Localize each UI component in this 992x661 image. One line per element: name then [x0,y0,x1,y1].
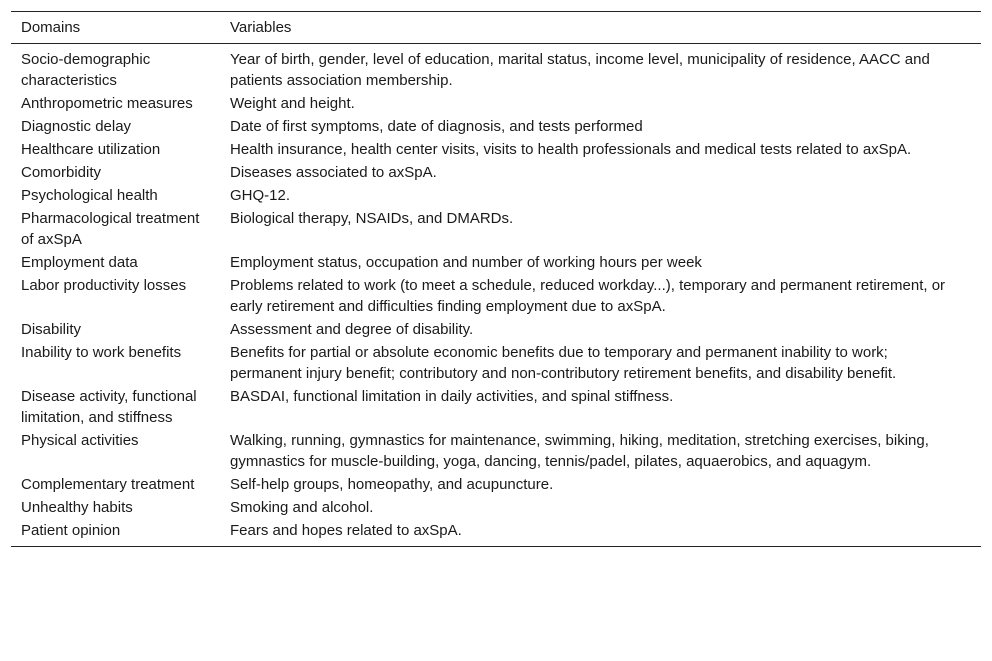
domain-cell: Comorbidity [21,164,102,181]
domain-cell: Anthropometric measures [21,95,193,112]
domain-cell: Complementary treatment [21,476,195,493]
table-row [11,341,981,385]
variables-cell: Fears and hopes related to axSpA. [230,522,462,539]
table-row [11,251,981,274]
table-row [11,318,981,341]
variables-cell: Employment status, occupation and number of working hours per week [230,254,702,271]
variables-cell: Assessment and degree of disability. [230,321,474,338]
table-row [11,184,981,207]
variables-cell: Diseases associated to axSpA. [230,164,437,181]
domain-cell: Disease activity, functional limitation, and stiffness [21,388,197,426]
domain-cell: Pharmacological treatment of axSpA [21,210,200,248]
header-domains: Domains [21,19,81,36]
table-row [11,138,981,161]
variables-cell: GHQ-12. [230,187,291,204]
header-variables: Variables [230,19,292,36]
variables-cell: Year of birth, gender, level of education, marital status, income level, municipality of residence, AACC and patients association membership. [230,51,930,89]
variables-cell: Smoking and alcohol. [230,499,374,516]
table-row [11,207,981,251]
domains-variables-table-container [11,11,981,547]
variables-cell: Self-help groups, homeopathy, and acupuncture. [230,476,554,493]
variables-cell: Problems related to work (to meet a schedule, reduced workday...), temporary and permanent retirement, or early retirement and difficulties finding employment due to axSpA. [230,277,946,315]
variables-cell: Walking, running, gymnastics for maintenance, swimming, hiking, meditation, stretching exercises, biking, gymnastics for muscle-building, yoga, dancing, tennis/padel, pilates, aquaerobics, and aquagym. [230,432,929,470]
table-row [11,519,981,547]
domain-cell: Diagnostic delay [21,118,132,135]
domain-cell: Psychological health [21,187,158,204]
domain-cell: Healthcare utilization [21,141,161,158]
domain-cell: Employment data [21,254,138,271]
table-row [11,385,981,429]
domain-cell: Patient opinion [21,522,121,539]
domain-cell: Socio-demographic characteristics [21,51,151,89]
domains-variables-table [11,11,981,547]
variables-cell: Benefits for partial or absolute economic benefits due to temporary and permanent inability to work; permanent injury benefit; contributory and non-contributory retirement benefits, and disability benefit. [230,344,897,382]
table-row [11,115,981,138]
domain-cell: Inability to work benefits [21,344,182,361]
table-header-row [11,12,981,44]
table-row [11,274,981,318]
table-row [11,161,981,184]
domain-cell: Disability [21,321,82,338]
domain-cell: Physical activities [21,432,139,449]
table-row [11,496,981,519]
variables-cell: BASDAI, functional limitation in daily activities, and spinal stiffness. [230,388,674,405]
table-row [11,44,981,93]
variables-cell: Date of first symptoms, date of diagnosis, and tests performed [230,118,643,135]
table-row [11,473,981,496]
variables-cell: Health insurance, health center visits, visits to health professionals and medical tests related to axSpA. [230,141,912,158]
domain-cell: Labor productivity losses [21,277,187,294]
variables-cell: Weight and height. [230,95,355,112]
variables-cell: Biological therapy, NSAIDs, and DMARDs. [230,210,514,227]
table-row [11,429,981,473]
domain-cell: Unhealthy habits [21,499,133,516]
table-row [11,92,981,115]
